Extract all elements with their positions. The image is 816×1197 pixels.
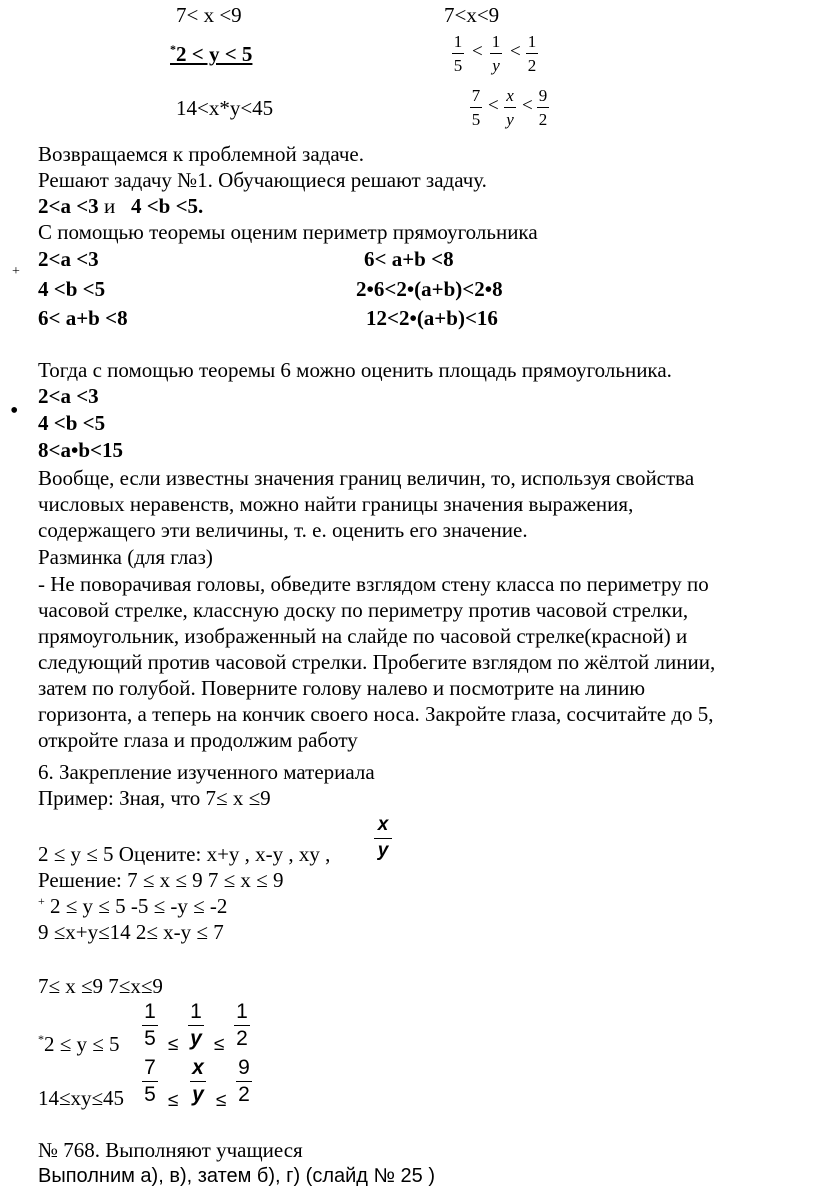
given-inequalities: 2<a <3 и 4 <b <5. (38, 194, 204, 218)
system1-left-3: 6< a+b <8 (38, 306, 128, 330)
solution-line: Решение: 7 ≤ x ≤ 9 7 ≤ x ≤ 9 (38, 868, 284, 892)
fraction-one-over-y: 1 y (491, 32, 501, 75)
le-sign: ≤ (168, 1090, 179, 1111)
less-than-sign: < (472, 41, 483, 62)
exercise-line: № 768. Выполняют учащиеся (38, 1138, 303, 1162)
system1-left-1: 2<a <3 (38, 247, 99, 271)
fraction-nine-halves: 9 2 (538, 86, 548, 129)
inequality-xy-left: 14<x*y<45 (176, 96, 274, 120)
inequality-x-left: 7< x <9 (176, 3, 242, 27)
less-than-sign: < (488, 95, 499, 116)
warmup-line-7: откройте глаза и продолжим работу (38, 728, 358, 752)
system2-line-3: 8<a•b<15 (38, 438, 123, 462)
paragraph-area: Тогда с помощью теоремы 6 можно оценить площадь прямоугольника. (38, 358, 672, 382)
fraction-x-over-y-large: x y (190, 1056, 206, 1108)
bullet-mark: • (10, 398, 19, 424)
system1-right-2: 2•6<2•(a+b)<2•8 (356, 277, 503, 301)
fraction-x-over-y: x y (504, 86, 516, 130)
system1-right-1: 6< a+b <8 (364, 247, 454, 271)
example-line: Пример: Зная, что 7≤ x ≤9 (38, 786, 271, 810)
paragraph-return: Возвращаемся к проблемной задаче. (38, 142, 364, 166)
le-sign: ≤ (214, 1034, 225, 1055)
system2-line-1: 2<a <3 (38, 384, 99, 408)
paragraph-task: Решают задачу №1. Обучающиеся решают задачу. (38, 168, 487, 192)
fraction-x-over-y-bold: x y (374, 814, 392, 864)
general-paragraph-line-1: Вообще, если известны значения границ величин, то, используя свойства (38, 466, 695, 490)
plus-mark: + (12, 264, 20, 279)
solution-xy-line: 14≤xy≤45 (38, 1086, 125, 1110)
inequality-x-right: 7<x<9 (444, 3, 500, 27)
fraction-nine-halves-large: 9 2 (236, 1056, 252, 1108)
general-paragraph-line-3: содержащего эти величины, т. е. оценить его значение. (38, 518, 528, 542)
solution-x-line-2: 7≤ x ≤9 7≤x≤9 (38, 974, 163, 998)
warmup-heading: Разминка (для глаз) (38, 545, 213, 569)
system1-right-3: 12<2•(a+b)<16 (366, 306, 498, 330)
warmup-line-6: горизонта, а теперь на кончик своего носа. Закройте глаза, сосчитайте до 5, (38, 702, 714, 726)
slide-line: Выполним а), в), затем б), г) (слайд № 25 ) (38, 1165, 436, 1187)
warmup-line-3: прямоугольник, изображенный на слайде по часовой стрелке(красной) и (38, 624, 688, 648)
system2-line-2: 4 <b <5 (38, 411, 106, 435)
warmup-line-2: часовой стрелке, классную доску по периметру против часовой стрелки, (38, 598, 689, 622)
warmup-line-1: - Не поворачивая головы, обведите взглядом стену класса по периметру по (38, 572, 709, 596)
warmup-line-4: следующий против часовой стрелки. Пробегите взглядом по жёлтой линии, (38, 650, 716, 674)
section-heading: 6. Закрепление изученного материала (38, 760, 375, 784)
fraction-seven-fifths-large: 7 5 (142, 1056, 158, 1108)
general-paragraph-line-2: числовых неравенств, можно найти границы значения выражения, (38, 492, 634, 516)
fraction-one-over-y-large: 1 y (188, 1000, 204, 1052)
fraction-seven-fifths: 7 5 (471, 86, 481, 129)
fraction-one-fifth: 1 5 (453, 32, 463, 75)
solution-sum-line: 9 ≤x+y≤14 2≤ x-y ≤ 7 (38, 920, 224, 944)
inequality-y-left: *2 < y < 5 (170, 42, 253, 66)
fraction-one-fifth-large: 1 5 (142, 1000, 158, 1052)
le-sign: ≤ (168, 1034, 179, 1055)
fraction-one-half: 1 2 (527, 32, 537, 75)
less-than-sign: < (510, 41, 521, 62)
less-than-sign: < (522, 95, 533, 116)
fraction-one-half-large: 1 2 (234, 1000, 250, 1052)
solution-y-line: + 2 ≤ y ≤ 5 -5 ≤ -y ≤ -2 (38, 894, 228, 918)
warmup-line-5: затем по голубой. Поверните голову налево и посмотрите на линию (38, 676, 646, 700)
estimate-line: 2 ≤ y ≤ 5 Оцените: x+y , x-y , xy , (38, 842, 331, 866)
paragraph-perimeter: С помощью теоремы оценим периметр прямоугольника (38, 220, 538, 244)
le-sign: ≤ (216, 1090, 227, 1111)
solution-y-line-2: *2 ≤ y ≤ 5 (38, 1032, 120, 1056)
system1-left-2: 4 <b <5 (38, 277, 106, 301)
